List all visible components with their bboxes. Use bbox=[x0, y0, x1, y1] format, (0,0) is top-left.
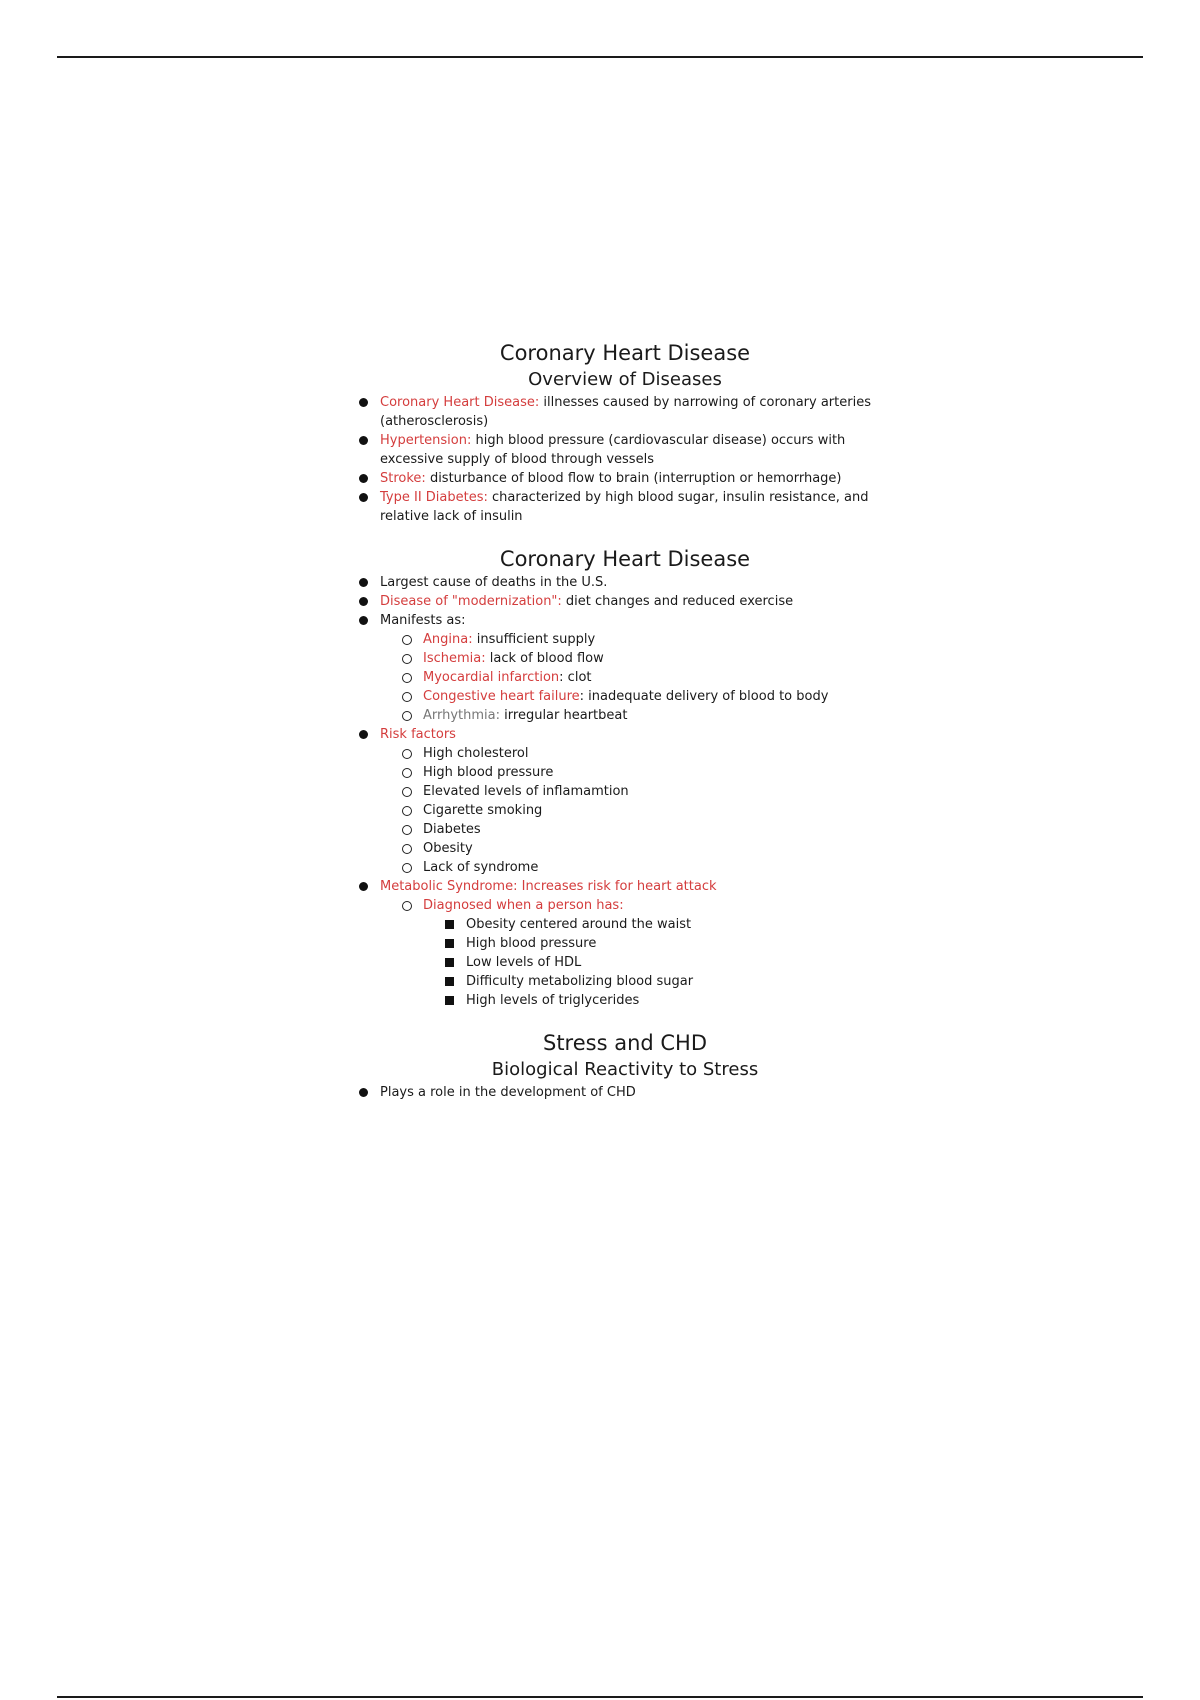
diagnosed-label: Diagnosed when a person has: bbox=[423, 898, 624, 913]
definition: characterized by high blood sugar, insulin resistance, and relative lack of insulin bbox=[380, 490, 869, 524]
list-item: Elevated levels of inflamamtion bbox=[398, 782, 895, 801]
definition: high blood pressure (cardiovascular disease) occurs with excessive supply of blood through vessels bbox=[380, 433, 846, 467]
list-item: Obesity bbox=[398, 839, 895, 858]
list-item bbox=[355, 592, 895, 611]
list-item bbox=[398, 668, 895, 687]
term: Coronary Heart Disease: bbox=[380, 395, 540, 410]
definition: : clot bbox=[559, 670, 592, 685]
term: Myocardial infarction bbox=[423, 670, 560, 685]
definition: irregular heartbeat bbox=[500, 708, 628, 723]
chd-list bbox=[355, 573, 895, 1010]
term: Type II Diabetes: bbox=[380, 490, 488, 505]
bottom-rule bbox=[57, 1696, 1143, 1698]
list-item: High blood pressure bbox=[441, 934, 895, 953]
list-item bbox=[355, 393, 895, 431]
definition: disturbance of blood flow to brain (interruption or hemorrhage) bbox=[425, 471, 842, 486]
stress-list bbox=[355, 1083, 895, 1102]
list-item bbox=[355, 611, 895, 725]
term: Hypertension: bbox=[380, 433, 472, 448]
list-item: Plays a role in the development of CHD bbox=[355, 1083, 895, 1102]
list-item: High cholesterol bbox=[398, 744, 895, 763]
term: Stroke: bbox=[380, 471, 426, 486]
manifests-label: Manifests as: bbox=[380, 613, 466, 628]
term: Angina: bbox=[423, 632, 473, 647]
list-item: High blood pressure bbox=[398, 763, 895, 782]
definition: diet changes and reduced exercise bbox=[561, 594, 794, 609]
term: Ischemia: bbox=[423, 651, 486, 666]
list-item: Diabetes bbox=[398, 820, 895, 839]
list-item: Largest cause of deaths in the U.S. bbox=[355, 573, 895, 592]
term: Arrhythmia: bbox=[423, 708, 501, 723]
list-item bbox=[398, 687, 895, 706]
list-item bbox=[355, 725, 895, 877]
overview-list bbox=[355, 393, 895, 526]
definition: lack of blood flow bbox=[485, 651, 604, 666]
section1-subtitle: Overview of Diseases bbox=[528, 369, 722, 390]
list-item bbox=[398, 706, 895, 725]
risk-factors-list bbox=[398, 744, 895, 877]
section3-title: Stress and CHD bbox=[542, 1031, 708, 1055]
list-item bbox=[355, 469, 895, 488]
metabolic-list bbox=[398, 896, 895, 1010]
section3-subtitle: Biological Reactivity to Stress bbox=[491, 1059, 759, 1080]
list-item bbox=[398, 630, 895, 649]
definition: insufficient supply bbox=[472, 632, 596, 647]
list-item bbox=[355, 488, 895, 526]
section1-title: Coronary Heart Disease bbox=[499, 341, 751, 365]
list-item: High levels of triglycerides bbox=[441, 991, 895, 1010]
list-item bbox=[398, 649, 895, 668]
top-rule bbox=[57, 56, 1143, 58]
definition: illnesses caused by narrowing of coronary arteries (atherosclerosis) bbox=[380, 395, 871, 429]
metabolic-syndrome-label: Metabolic Syndrome: Increases risk for heart attack bbox=[380, 879, 717, 894]
definition: : inadequate delivery of blood to body bbox=[579, 689, 829, 704]
list-item bbox=[355, 877, 895, 1010]
list-item: Low levels of HDL bbox=[441, 953, 895, 972]
section2-title: Coronary Heart Disease bbox=[499, 547, 751, 571]
risk-factors-label: Risk factors bbox=[380, 727, 456, 742]
diagnosed-list bbox=[441, 915, 895, 1010]
list-item bbox=[398, 896, 895, 1010]
term: Disease of "modernization": bbox=[380, 594, 562, 609]
list-item: Lack of syndrome bbox=[398, 858, 895, 877]
list-item: Obesity centered around the waist bbox=[441, 915, 895, 934]
list-item: Cigarette smoking bbox=[398, 801, 895, 820]
manifests-list bbox=[398, 630, 895, 725]
list-item: Difficulty metabolizing blood sugar bbox=[441, 972, 895, 991]
list-item bbox=[355, 431, 895, 469]
document-body bbox=[355, 339, 895, 1102]
term: Congestive heart failure bbox=[423, 689, 580, 704]
